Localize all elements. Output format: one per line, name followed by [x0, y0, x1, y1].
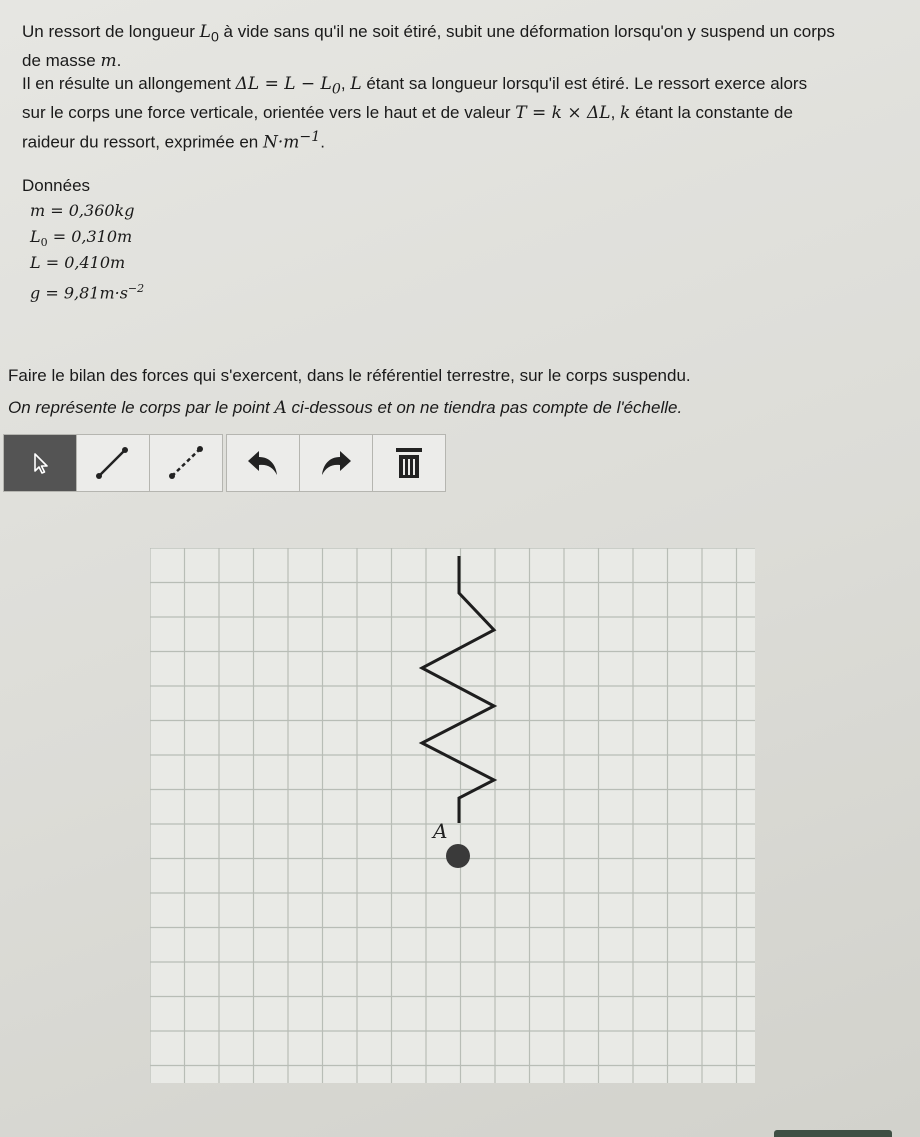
point-a[interactable] — [446, 844, 470, 868]
dashed-line-tool-button[interactable] — [149, 434, 223, 492]
canvas-background — [150, 548, 755, 1083]
dashed-line-icon — [164, 443, 208, 483]
data-mass: m = 0,360kg — [30, 201, 135, 220]
intro-paragraph-2: Il en résulte un allongement $\Delta L = L - L_0$, L étant sa longueur lorsqu'il est étiré. Le ressort exerce alors sur le corps une force verticale, orientée vers le haut et de valeur T = k × ΔL, k étant la constante de raideur du ressort, exprimée en $N\cdot m^{-1}$. — [22, 74, 808, 154]
undo-icon — [243, 445, 283, 481]
select-tool-button[interactable] — [3, 434, 77, 492]
data-length: L = 0,410m — [30, 253, 126, 272]
drawing-canvas[interactable] — [150, 548, 755, 1083]
redo-button[interactable] — [299, 434, 373, 492]
line-tool-button[interactable] — [76, 434, 150, 492]
instruction-note: On représente le corps par le point A ci-dessous et on ne tiendra pas compte de l'échelle. — [8, 398, 683, 418]
data-gravity: $g = 9,81m\cdot s^{-2}$ — [30, 282, 145, 303]
line-segment-icon — [91, 443, 135, 483]
delete-button[interactable] — [372, 434, 446, 492]
question-text: Faire le bilan des forces qui s'exercent, dans le référentiel terrestre, sur le corps suspendu. — [8, 366, 691, 385]
data-list — [30, 198, 144, 302]
redo-icon — [316, 445, 356, 481]
data-title: Données — [22, 176, 91, 195]
data-rest-length: $L_0 = 0,310m$ — [30, 227, 133, 250]
intro-paragraph-1: Un ressort de longueur $L_0$ à vide sans qu'il ne soit étiré, subit une déformation lorsqu'on y suspend un corps de masse m. — [22, 22, 835, 72]
trash-icon — [391, 444, 427, 482]
select-pointer-icon — [26, 449, 54, 477]
point-a-label: A — [433, 819, 448, 843]
corner-bar — [774, 1130, 892, 1137]
undo-button[interactable] — [226, 434, 300, 492]
grid — [150, 548, 755, 1083]
drawing-toolbar — [4, 434, 446, 492]
